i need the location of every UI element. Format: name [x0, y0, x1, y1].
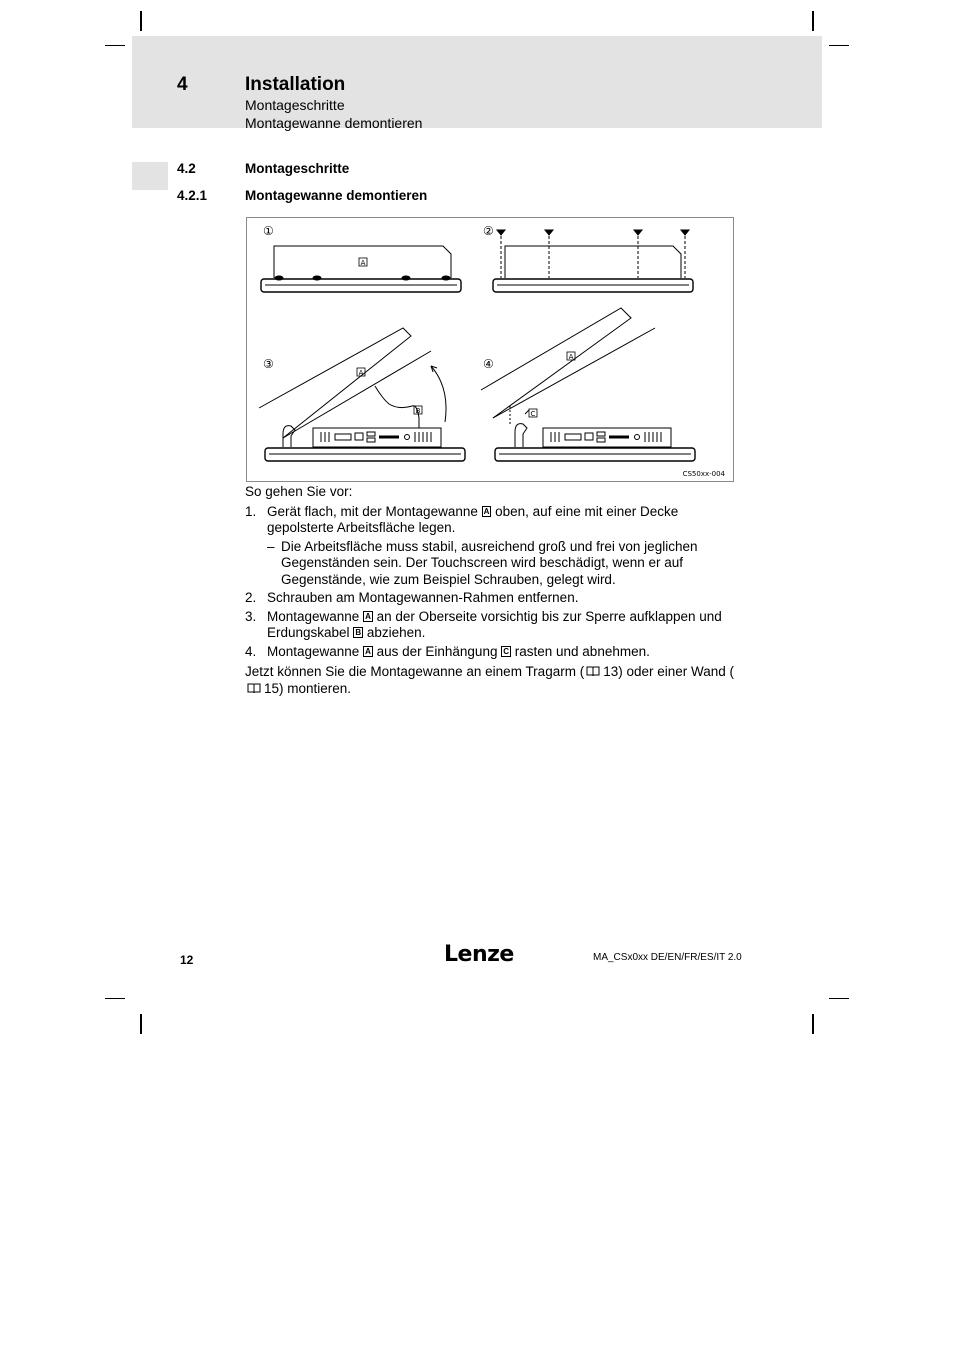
document-id: MA_CSx0xx DE/EN/FR/ES/IT 2.0	[593, 952, 742, 963]
crop-mark	[140, 1014, 142, 1034]
step-marker-4: ④	[483, 357, 494, 371]
installation-figure	[246, 217, 734, 482]
book-icon	[247, 683, 261, 694]
label-b-ref: B	[355, 628, 362, 637]
panel-3-drawing	[259, 328, 465, 461]
label-b: B	[415, 407, 421, 415]
label-c: C	[530, 410, 536, 418]
step-marker-1: ①	[263, 224, 274, 238]
panel-1-drawing	[261, 246, 461, 292]
intro-text: So gehen Sie vor:	[245, 484, 353, 499]
crop-mark	[812, 1014, 814, 1034]
crop-mark	[105, 998, 125, 999]
page-reference-link[interactable]: 13	[603, 664, 619, 679]
crop-mark	[829, 45, 849, 46]
crop-mark	[105, 45, 125, 46]
chapter-title: Installation	[245, 74, 346, 95]
page-reference-link[interactable]: 15	[264, 680, 280, 696]
step-marker-2: ②	[483, 224, 494, 238]
section-title: Montageschritte	[245, 161, 350, 176]
section-marker-tab	[132, 162, 168, 190]
step-1: 1. Gerät flach, mit der Montagewanne A oben, auf eine mit einer Decke gepolsterte Arbeitsfläche legen.	[245, 503, 679, 535]
subsection-number: 4.2.1	[177, 188, 208, 203]
instructions	[245, 484, 740, 700]
page-number: 12	[180, 953, 194, 967]
step-2: 2. Schrauben am Montagewannen-Rahmen entfernen.	[245, 590, 579, 605]
label-a-panel-3: A	[358, 369, 364, 377]
panel-2-drawing	[493, 230, 693, 292]
crop-mark	[812, 11, 814, 31]
step-4: 4. Montagewanne A aus der Einhängung C rasten und abnehmen.	[245, 643, 650, 659]
label-a-ref: A	[365, 646, 371, 656]
chapter-number: 4	[177, 74, 188, 95]
step-3: 3. Montagewanne A an der Oberseite vorsichtig bis zur Sperre aufklappen und Erdungskabel B abziehen.	[245, 608, 722, 640]
crop-mark	[829, 998, 849, 999]
lenze-logo: Lenze	[444, 942, 514, 967]
section-number: 4.2	[177, 161, 196, 176]
warning-sub-bullet: – Die Arbeitsfläche muss stabil, ausreichend groß und frei von jeglichen Gegenständen sein. Der Touchscreen wird beschädigt, wenn er auf Gegenstände, wie zum Beispiel Schrauben, gelegt wird.	[267, 538, 698, 587]
figure-code: CS50xx-004	[682, 470, 725, 478]
label-a: A	[360, 259, 366, 267]
panel-4-drawing	[481, 308, 695, 461]
label-a-ref: A	[483, 506, 490, 516]
book-icon	[586, 666, 600, 677]
subsection-title: Montagewanne demontieren	[245, 188, 428, 203]
header-subtitle-2: Montagewanne demontieren	[245, 115, 423, 131]
closing-text: Jetzt können Sie die Montagewanne an einem Tragarm ( 13) oder einer Wand (15) montieren.	[245, 664, 735, 696]
chapter-header-band	[132, 36, 822, 128]
step-marker-3: ③	[263, 357, 274, 371]
label-a-ref: A	[365, 611, 371, 621]
crop-mark	[140, 11, 142, 31]
label-a-panel-4: A	[568, 353, 574, 361]
header-subtitle-1: Montageschritte	[245, 97, 345, 113]
label-c-ref: C	[503, 646, 509, 656]
